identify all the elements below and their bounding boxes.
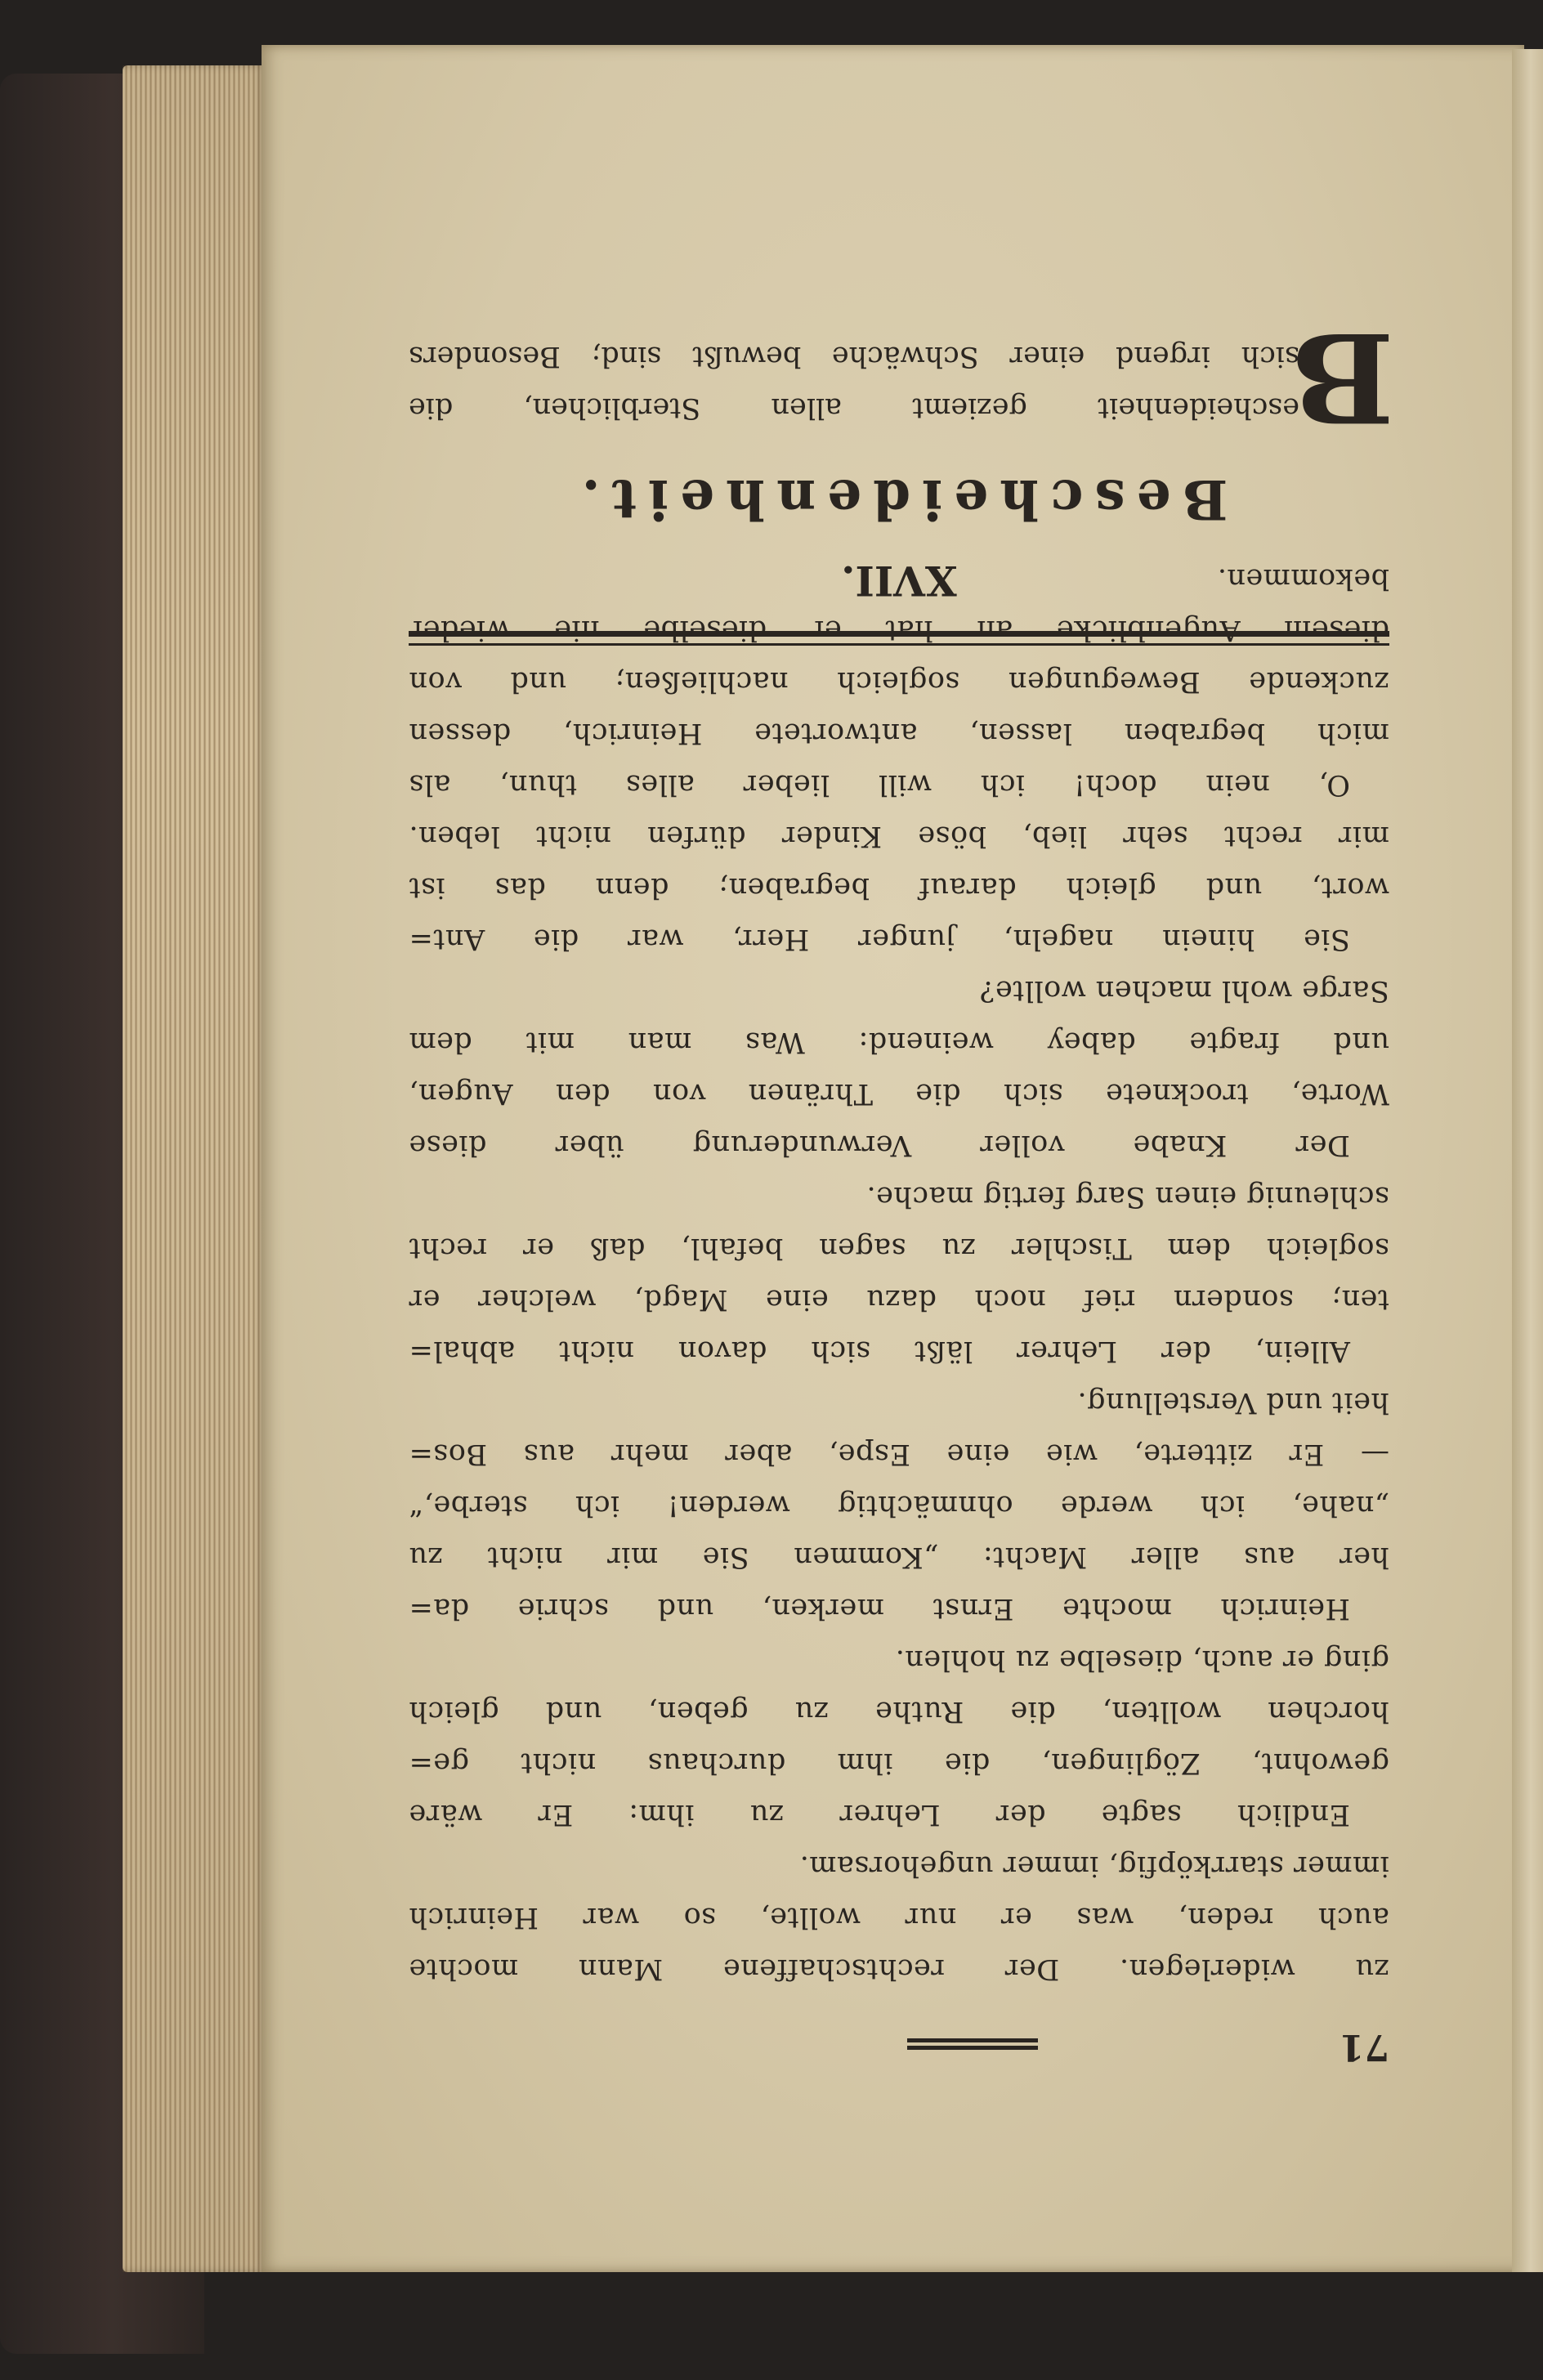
text-line: Endlich sagte der Lehrer zu ihm: Er wäre (409, 1798, 1350, 1831)
text-line: horchen wollten, die Ruthe zu geben, und gleich (409, 1695, 1389, 1728)
text-line: zu widerlegen. Der rechtschaffene Mann mochte (409, 1953, 1389, 1985)
text-line: gewohnt, Zöglingen, die ihm durchaus nicht ge= (409, 1747, 1389, 1779)
text-line: bekommen. (1217, 562, 1389, 595)
body-text (409, 552, 1389, 1994)
text-line: zuckende Bewegungen sogleich nachließen; und von (409, 665, 1389, 698)
drop-cap: B (1290, 305, 1394, 449)
chapter-title: Bescheidenheit. (570, 468, 1228, 531)
text-line: auch reden, was er nur wollte, so war Heinrich (409, 1901, 1389, 1934)
section-divider-rule (409, 631, 1389, 646)
text-line: mir recht sehr lieb, böse Kinder dürfen nicht leben. (409, 820, 1389, 852)
chapter-number: XVII. (841, 557, 957, 605)
text-line: Der Knabe voller Verwunderung über diese (409, 1129, 1350, 1161)
text-line: „nahe, ich werde ohnmächtig werden! ich sterbe,“ (409, 1489, 1389, 1522)
text-line: Allein, der Lehrer läßt sich davon nicht abhal= (409, 1335, 1350, 1367)
text-line: sich irgend einer Schwäche bewußt sind; Besonders (409, 340, 1299, 373)
text-line: ten; sondern rief noch dazu eine Magd, welcher er (409, 1283, 1389, 1316)
text-line: ging er auch, dieselbe zu hohlen. (895, 1644, 1389, 1676)
text-line: escheidenheit geziemt allen Sterblichen, die (409, 391, 1299, 424)
text-line: schleunig einen Sarg fertig mache. (866, 1180, 1389, 1213)
text-line: immer starrköpfig, immer ungehorsam. (799, 1850, 1389, 1882)
text-line: — Er zitterte, wie eine Espe, aber mehr aus Bos= (409, 1438, 1389, 1470)
inverted-text-block (409, 188, 1394, 2068)
text-line: mich begraben lassen, antwortete Heinrich, dessen (409, 717, 1389, 749)
text-line: Heinrich mochte Ernst merken, und schrie da= (409, 1592, 1350, 1625)
text-line: heit und Verstellung. (1077, 1386, 1389, 1419)
text-line: Sie hinein nageln, junger Herr, war die Ant= (409, 923, 1350, 955)
text-line: Sarge wohl machen wollte? (979, 974, 1389, 1007)
chapter-intro (409, 305, 1394, 449)
text-line: wort, und gleich darauf begraben; denn das ist (409, 871, 1389, 904)
page-edges-shading (123, 65, 266, 2272)
text-line: her aus aller Macht: „Kommen Sie mir nicht zu (409, 1541, 1389, 1573)
text-line: und fragte dabey weinend: Was man mit dem (409, 1026, 1389, 1058)
text-line: sogleich dem Tischler zu sagen befahl, daß er recht (409, 1232, 1389, 1264)
text-line: diesem Augenblicke an hat er dieselbe nie wieder (409, 614, 1389, 646)
page-number: 71 (1339, 2026, 1389, 2068)
text-line: Worte, trocknete sich die Thränen von den Augen, (409, 1077, 1389, 1110)
header-double-rule (907, 2038, 1038, 2050)
facing-page-edge (1512, 49, 1543, 2272)
text-line: O, nein doch! ich will lieber alles thun, als (409, 768, 1350, 801)
